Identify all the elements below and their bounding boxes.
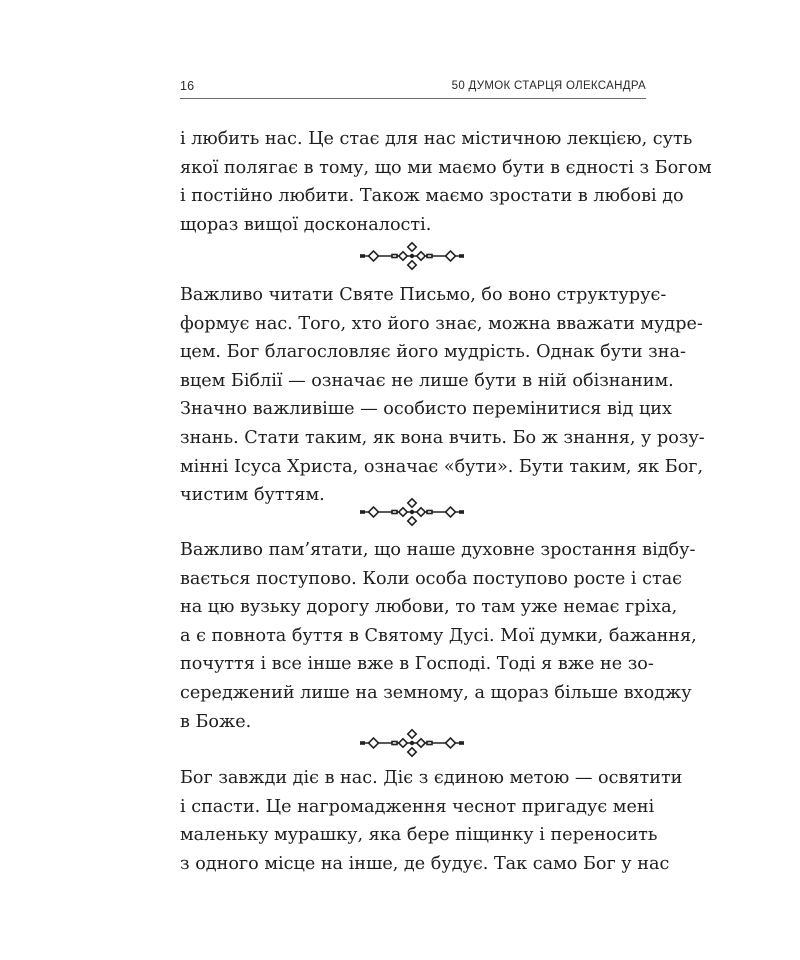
text-line: формує нас. Того, хто його знає, можна вважати мудре- xyxy=(180,313,703,334)
text-line: мінні Ісуса Христа, означає «бути». Бути таким, як Бог, xyxy=(180,456,704,477)
text-line: середжений лише на земному, а щораз більше входжу xyxy=(180,682,692,703)
text-line: маленьку мурашку, яка бере піщинку і переносить xyxy=(180,825,658,846)
text-line: вцем Біблії — означає не лише бути в ній обізнаним. xyxy=(180,370,674,391)
text-line: і любить нас. Це стає для нас містичною лекцією, суть xyxy=(180,129,693,149)
text-line: чистим буттям. xyxy=(180,485,325,506)
text-line: Значно важливіше — особисто перемінитися від цих xyxy=(180,399,672,420)
floral-divider-icon xyxy=(358,728,466,758)
paragraph-2 xyxy=(180,281,705,510)
text-line: і спасти. Це нагромадження чеснот пригадує мені xyxy=(180,796,655,817)
page-number: 16 xyxy=(180,79,195,93)
text-line: а є повнота буття в Святому Дусі. Мої думки, бажання, xyxy=(180,625,697,646)
text-line: на цю вузьку дорогу любови, то там уже немає гріха, xyxy=(180,597,678,618)
text-line: в Боже. xyxy=(180,711,252,732)
text-line: Бог завжди діє в нас. Діє з єдиною метою — освятити xyxy=(180,768,683,788)
floral-divider-icon xyxy=(358,241,466,271)
text-line: якої полягає в тому, що ми маємо бути в єдності з Богом xyxy=(180,157,712,178)
text-line: цем. Бог благословляє його мудрість. Однак бути зна- xyxy=(180,342,686,363)
floral-divider-icon xyxy=(358,497,466,527)
text-line: вається поступово. Коли особа поступово росте і стає xyxy=(180,568,683,589)
book-title: 50 ДУМОК СТАРЦЯ ОЛЕКСАНДРА xyxy=(451,80,646,92)
text-line: щораз вищої досконалості. xyxy=(180,214,432,235)
paragraph-3 xyxy=(180,536,697,736)
text-line: знань. Стати таким, як вона вчить. Бо ж знання, у розу- xyxy=(180,427,705,448)
running-head xyxy=(180,78,646,99)
text-line: і постійно любити. Також маємо зростати в любові до xyxy=(180,186,684,207)
paragraph-1 xyxy=(180,125,712,239)
text-line: Важливо пам’ятати, що наше духовне зростання відбу- xyxy=(180,540,696,560)
text-line: почуття і все інше вже в Господі. Тоді я вже не зо- xyxy=(180,654,654,675)
paragraph-4 xyxy=(180,764,683,878)
text-line: з одного місце на інше, де будує. Так само Бог у нас xyxy=(180,853,670,874)
text-line: Важливо читати Святе Письмо, бо воно структурує- xyxy=(180,285,667,305)
